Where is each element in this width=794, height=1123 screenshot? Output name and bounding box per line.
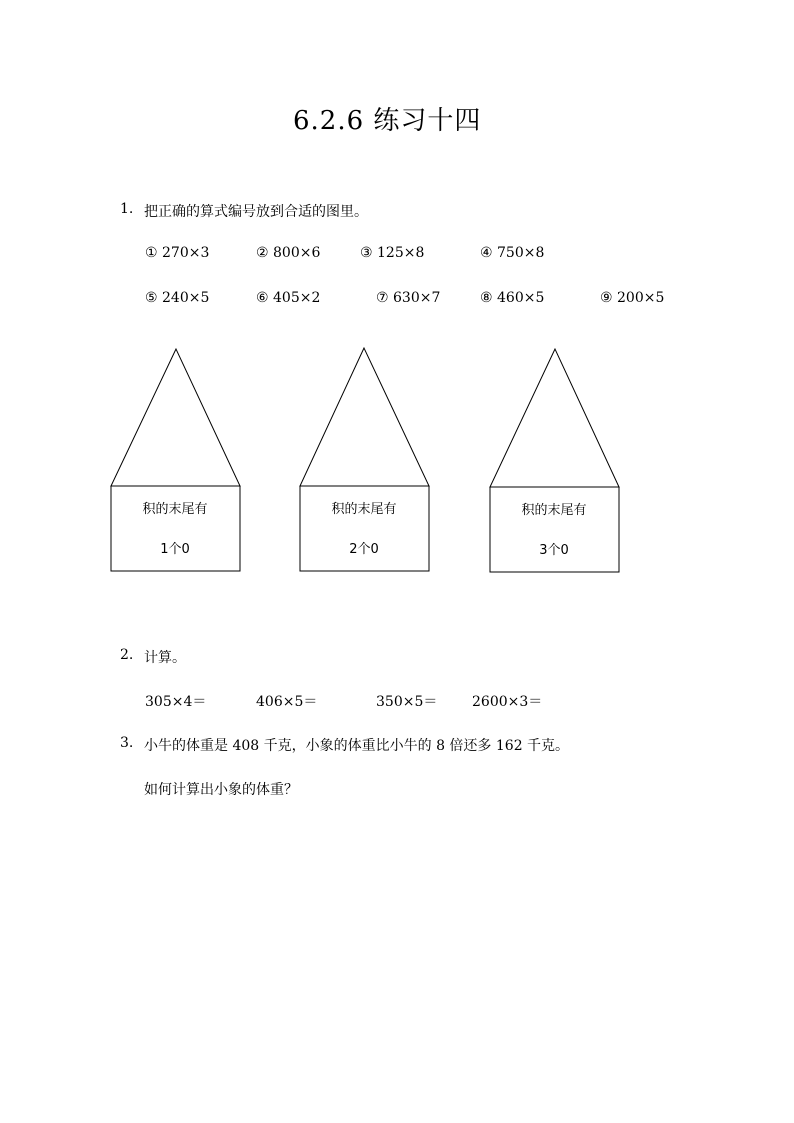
option-mark: ② bbox=[256, 245, 269, 261]
calc-item-4: 2600×3＝ bbox=[472, 694, 543, 710]
option-mark: ① bbox=[145, 245, 158, 261]
house-2-label: 积的末尾有 bbox=[331, 502, 397, 517]
option-mark: ⑧ bbox=[480, 290, 493, 306]
question-2-text: 计算。 bbox=[144, 650, 186, 666]
calc-item-3: 350×5＝ bbox=[376, 694, 438, 710]
option-expr: 800×6 bbox=[273, 245, 321, 261]
question-1-number: 1. bbox=[120, 201, 134, 217]
option-mark: ⑨ bbox=[600, 290, 613, 306]
option-mark: ③ bbox=[360, 245, 373, 261]
house-3-roof bbox=[490, 349, 619, 487]
option-expr: 405×2 bbox=[273, 290, 321, 306]
house-1-roof bbox=[111, 349, 240, 486]
option-expr: 240×5 bbox=[162, 290, 210, 306]
option-mark: ④ bbox=[480, 245, 493, 261]
house-1-count: 1个0 bbox=[160, 542, 190, 557]
option-expr: 460×5 bbox=[497, 290, 545, 306]
option-mark: ⑤ bbox=[145, 290, 158, 306]
question-3-prompt: 如何计算出小象的体重？ bbox=[144, 782, 298, 798]
option-expr: 200×5 bbox=[617, 290, 665, 306]
option-mark: ⑦ bbox=[376, 290, 389, 306]
house-2-roof bbox=[300, 348, 429, 486]
house-2-count: 2个0 bbox=[349, 542, 379, 557]
option-expr: 125×8 bbox=[377, 245, 425, 261]
house-3-label: 积的末尾有 bbox=[521, 503, 587, 518]
calc-item-2: 406×5＝ bbox=[256, 694, 318, 710]
house-1-label: 积的末尾有 bbox=[142, 502, 208, 517]
question-1-text: 把正确的算式编号放到合适的图里。 bbox=[144, 204, 368, 220]
option-mark: ⑥ bbox=[256, 290, 269, 306]
house-3-count: 3个0 bbox=[539, 543, 569, 558]
option-expr: 270×3 bbox=[162, 245, 210, 261]
option-expr: 630×7 bbox=[393, 290, 441, 306]
page-title: 6.2.6 练习十四 bbox=[293, 106, 482, 136]
calc-item-1: 305×4＝ bbox=[145, 694, 207, 710]
question-3-text: 小牛的体重是 408 千克，小象的体重比小牛的 8 倍还多 162 千克。 bbox=[144, 738, 570, 754]
question-2-number: 2. bbox=[120, 647, 134, 663]
option-expr: 750×8 bbox=[497, 245, 545, 261]
question-3-number: 3. bbox=[120, 735, 134, 751]
